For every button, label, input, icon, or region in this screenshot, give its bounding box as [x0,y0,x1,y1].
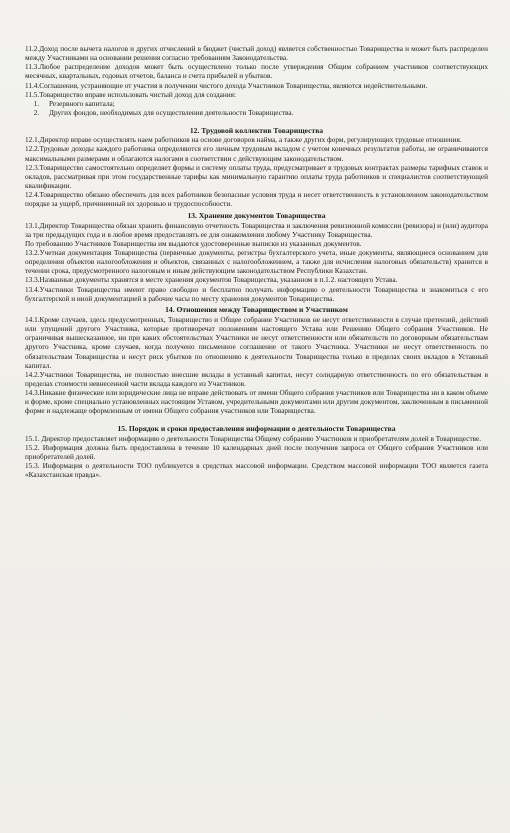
paragraph-13-1: 13.1.Директор Товарищества обязан хранить финансовую отчетность Товарищества и заключения ревизионной комиссии (ревизора) и (или) аудитора за три предыдущих года и в любое время предоставлять ее для ознакомления любому Участнику Товарищества. [25,221,488,239]
section-14 [25,305,488,416]
section-13-heading: 13. Хранение документов Товарищества [187,211,326,220]
paragraph-12-2: 12.2.Трудовые доходы каждого работника определяются его личным трудовым вкладом с учетом конечных результатов работы, не ограничиваются максимальными размерами и облагаются налогами в соответствии с действующим законодательством. [25,145,488,163]
paragraph-11-2: 11.2.Доход после вычета налогов и других отчислений в бюджет (чистый доход) является собственностью Товарищества и может быть распределен между Участниками на основании решения согласно требованиям Законодательства. [25,45,488,63]
section-12 [25,126,488,210]
section-15 [25,424,488,480]
paragraph-12-3: 12.3.Товарищество самостоятельно определяет формы и систему оплаты труда, предусматривает в трудовых контрактах размеры тарифных ставок и окладов, рассматривая при этом государственные тарифы как минимальную гарантию оплаты труда работников и специалистов соответствующей квалификации. [25,163,488,191]
paragraph-11-5: 11.5.Товарищество вправе использовать чистый доход для создания: [25,90,236,99]
section-11-continued [25,45,488,118]
paragraph-12-4: 12.4.Товарищество обязано обеспечить для всех работников безопасные условия труда и несет ответственность в установленном законодательством порядке за ущерб, причиненный их здоровью и трудоспособности. [25,191,488,209]
list-item: 2. Других фондов, необходимых для осуществления деятельности Товарищества. [41,109,488,118]
spacer [25,118,488,124]
net-income-uses-list [25,100,488,118]
paragraph-13-3: 13.3.Названные документы хранятся в месте хранения документов Товарищества, указанном в п.1.2. настоящего Устава. [25,276,398,285]
paragraph-15-2: 15.2. Информация должна быть предоставлена в течение 10 календарных дней после получения запроса от Общего собрания Участников или приобретателей долей. [25,443,488,461]
spacer [25,417,488,423]
paragraph-14-3: 14.3.Никакие физические или юридические лица не вправе действовать от имени Общего собрания участников или Товарищества ни в каком объеме и форме, кроме специально установленных настоящим Уставом, учредительными документами или другим документом, заключенным в письменной форме и надлежаще оформленным от имени Общего собрания участников или Товарищества. [25,389,488,416]
paragraph-13-1-extract: По требованию Участников Товарищества им выдаются удостоверенные выписки из указанных документов. [25,239,362,248]
paragraph-13-4: 13.4.Участники Товарищества имеют право свободно и бесплатно получать информацию о деятельности Товарищества и знакомиться с его бухгалтерской и иной документацией в рабочие часы по месту хранения документов Товарищества. [25,285,488,303]
paragraph-15-3: 15.3. Информация о деятельности ТОО публикуется в средствах массовой информации. Средством массовой информации ТОО является газета «Казахстанская правда». [25,462,488,480]
section-14-heading: 14. Отношения между Товариществом и Участником [165,305,348,315]
paragraph-14-2: 14.2.Участники Товарищества, не полностью внесшие вклады в уставный капитал, несут солидарную ответственность по его обязательствам в пределах стоимости невнесенной части вклада каждого из Участников. [25,370,488,388]
paragraph-13-2: 13.2.Учетная документация Товарищества (первичные документы, регистры бухгалтерского учета, иные документы, являющиеся основанием для определения объектов налогообложения и объектов, связанных с налогообложением, а также для исчисления налоговых обязательств) хранится в течении срока, предусмотренного налоговым и иным действующим законодательством Республики Казахстан. [25,248,488,276]
list-item: 1. Резервного капитала; [41,100,488,109]
paragraph-11-3: 11.3.Любое распределение доходов может быть осуществлено только после утверждения Общим собранием участников соответствующих месячных, квартальных, годовых отчетов, баланса и счета прибылей и убытков. [25,63,488,81]
paragraph-14-1: 14.1.Кроме случаев, здесь предусмотренных, Товарищество и Общее собрание Участников не несут ответственности в случае претензий, действий или упущений другого Участника, которые противоречат положениям настоящего Устава или Решению Общего собрания Участников. Не ограничивая вышесказанное, ни при каких обстоятельствах Участники не несут ответственности или обязательств по договорным обязательствам другого Участника, кроме случаев, когда получено письменное соглашение от такого Участника. Участники не несут ответственность по обязательствам Товарищества и несут риск убытков по отношению к деятельности Товарищества только в пределах своих вкладов в Уставный капитал. [25,315,488,370]
section-12-heading: 12. Трудовой коллектив Товарищества [189,125,324,135]
paragraph-11-4: 11.4.Соглашения, устраняющие от участия в получении чистого дохода Участников Товарищества, являются недействительными. [25,81,428,90]
paragraph-12-1: 12.1.Директор вправе осуществлять наем работников на основе договоров найма, а также других форм, регулирующих трудовые отношения. [25,136,462,145]
section-13 [25,211,488,304]
section-15-heading: 15. Порядок и сроки предоставления информации о деятельности Товарищества [117,424,396,434]
paragraph-15-1: 15.1. Директор предоставляет информацию о деятельности Товарищества Общему собранию Участников и приобретателям долей в Товариществе. [25,434,482,443]
